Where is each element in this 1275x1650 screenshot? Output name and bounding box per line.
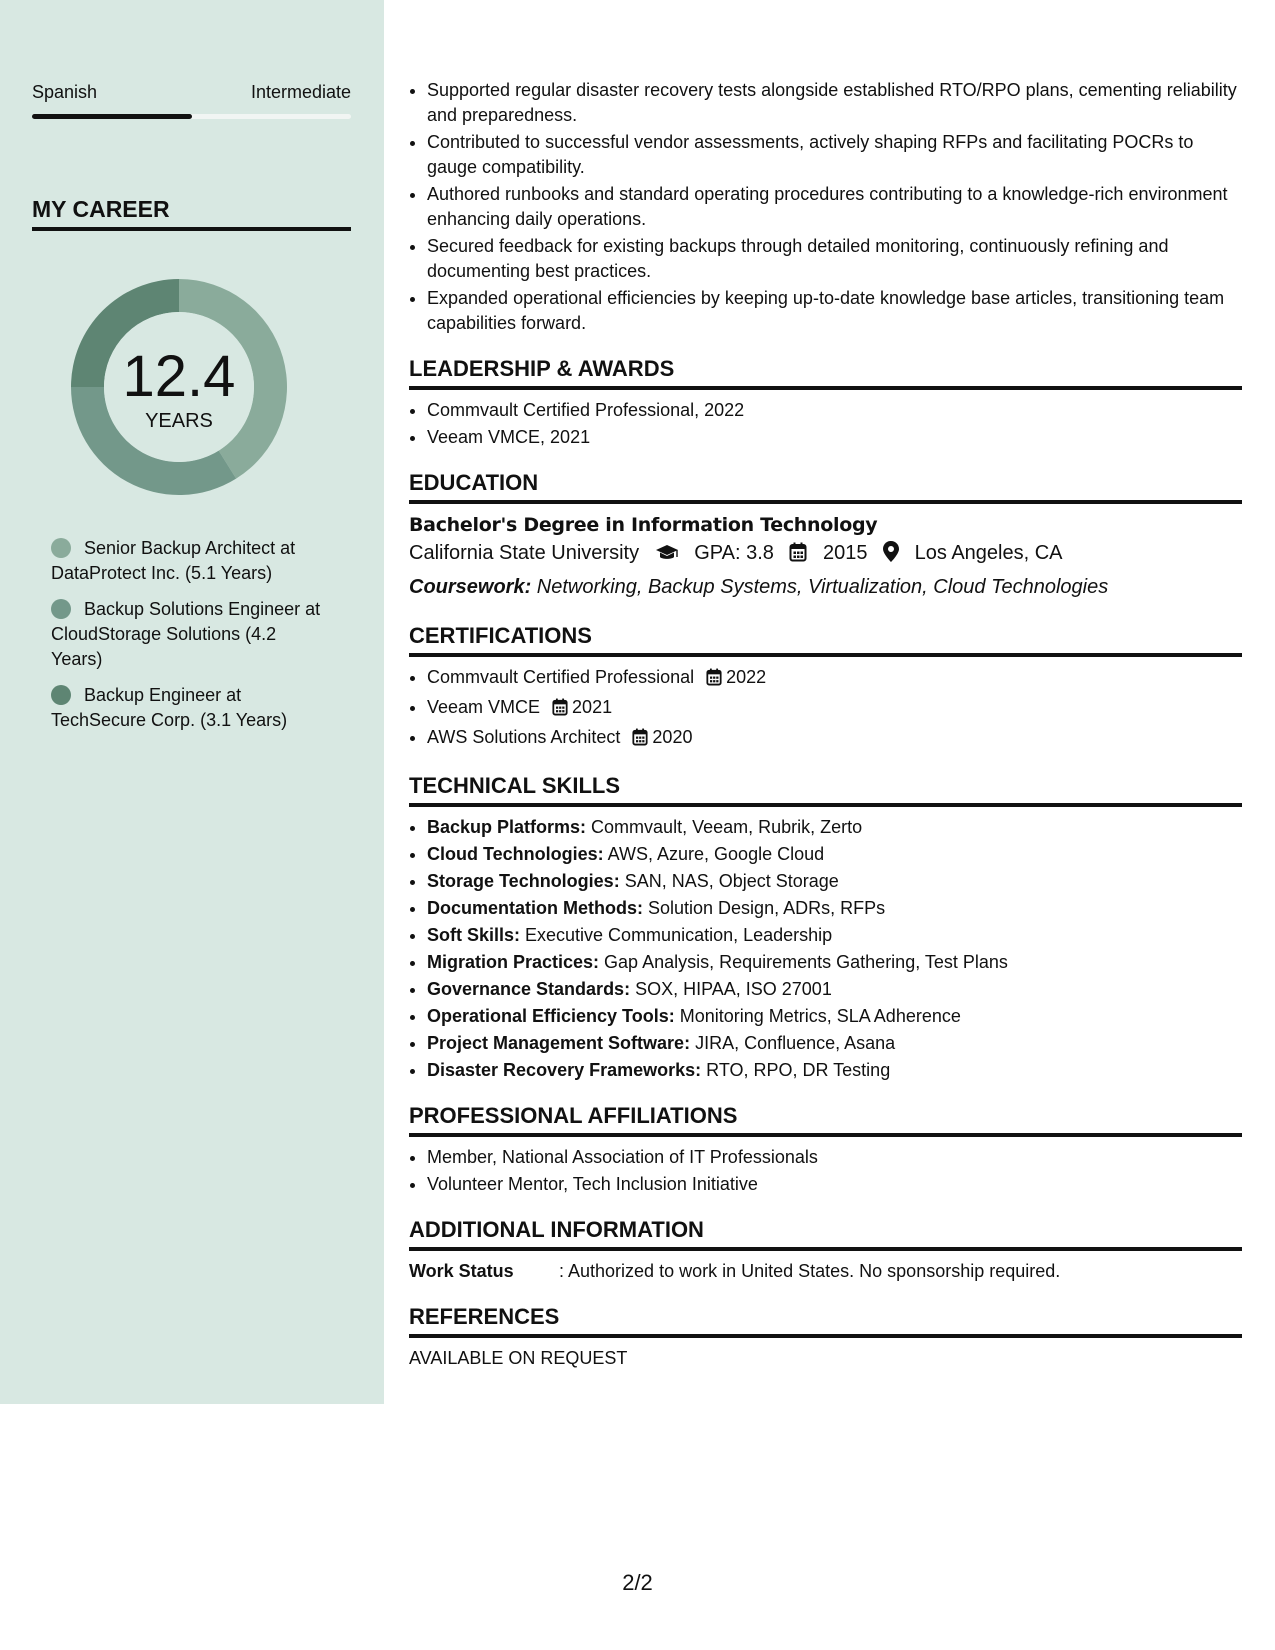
career-item-text: Senior Backup Architect at DataProtect Inc. (5.1 Years): [51, 538, 296, 583]
section-title-certifications: CERTIFICATIONS: [409, 623, 1242, 657]
page-number: 2/2: [622, 1570, 653, 1595]
skill-label: Storage Technologies:: [427, 871, 620, 891]
education-location: Los Angeles, CA: [914, 542, 1063, 564]
references-text: AVAILABLE ON REQUEST: [409, 1348, 628, 1368]
work-status-value: : Authorized to work in United States. No sponsorship required.: [559, 1261, 1061, 1281]
experience-bullet: • Supported regular disaster recovery tests alongside established RTO/RPO plans, cementing reliability and preparedness.: [427, 78, 1242, 128]
education-coursework: [409, 572, 1242, 603]
certification-item: [427, 665, 1242, 693]
career-dot-icon: [51, 599, 71, 619]
section-title-references: REFERENCES: [409, 1304, 1242, 1338]
skill-value: AWS, Azure, Google Cloud: [603, 844, 825, 864]
skill-label: Operational Efficiency Tools:: [427, 1006, 675, 1026]
language-level: Intermediate: [250, 82, 351, 102]
skill-label: Documentation Methods:: [427, 898, 643, 918]
skill-value: JIRA, Confluence, Asana: [690, 1033, 896, 1053]
skill-value: SAN, NAS, Object Storage: [619, 871, 839, 891]
section-title-skills: TECHNICAL SKILLS: [409, 773, 1242, 807]
skills-list: [409, 815, 1242, 1083]
career-dot-icon: [51, 685, 71, 705]
skill-value: RTO, RPO, DR Testing: [701, 1060, 891, 1080]
skill-item: [427, 1004, 1242, 1029]
education-degree: Bachelor's Degree in Information Technology: [409, 514, 878, 536]
certification-year: 2022: [726, 667, 767, 687]
skill-label: Soft Skills:: [427, 925, 521, 945]
section-title-additional: ADDITIONAL INFORMATION: [409, 1217, 1242, 1251]
skill-value: Executive Communication, Leadership: [520, 925, 833, 945]
total-years-number: 12.4: [122, 344, 236, 409]
experience-bullet: • Secured feedback for existing backups through detailed monitoring, continuously refining and documenting best practices.: [427, 234, 1242, 284]
career-item-text: Backup Engineer at TechSecure Corp. (3.1 Years): [51, 685, 288, 730]
education-gpa: GPA: 3.8: [694, 542, 774, 564]
affiliation-item: • Member, National Association of IT Professionals: [427, 1145, 1242, 1170]
skill-label: Project Management Software:: [427, 1033, 691, 1053]
certification-name: Commvault Certified Professional: [427, 667, 695, 687]
skill-item: [427, 977, 1242, 1002]
skill-item: [427, 869, 1242, 894]
education-year: 2015: [823, 542, 868, 564]
certification-year: 2020: [652, 727, 693, 747]
career-item: [51, 683, 321, 733]
certification-name: AWS Solutions Architect: [427, 727, 621, 747]
career-item: [51, 536, 321, 586]
certification-year: 2021: [572, 697, 613, 717]
leadership-item: • Veeam VMCE, 2021: [427, 425, 1242, 450]
skill-item: [427, 923, 1242, 948]
career-donut-chart: [66, 274, 292, 500]
leadership-list: [409, 398, 1242, 450]
certification-name: Veeam VMCE: [427, 697, 541, 717]
skill-label: Governance Standards:: [427, 979, 631, 999]
skill-item: [427, 842, 1242, 867]
skill-label: Disaster Recovery Frameworks:: [427, 1060, 702, 1080]
career-item: [51, 597, 321, 672]
experience-bullets: [409, 78, 1242, 336]
skill-value: Gap Analysis, Requirements Gathering, Test Plans: [599, 952, 1008, 972]
coursework-value: Networking, Backup Systems, Virtualization, Cloud Technologies: [531, 576, 1109, 598]
sidebar: [0, 0, 384, 1404]
skill-value: Solution Design, ADRs, RFPs: [643, 898, 886, 918]
coursework-label: Coursework:: [409, 576, 532, 598]
calendar-icon: [552, 698, 568, 723]
language-proficiency-bar: [32, 114, 351, 119]
career-dot-icon: [51, 538, 71, 558]
graduation-cap-icon: [655, 541, 679, 572]
career-item-text: Backup Solutions Engineer at CloudStorage Solutions (4.2 Years): [51, 599, 321, 669]
skill-item: [427, 950, 1242, 975]
education-school: California State University: [409, 542, 640, 564]
skill-label: Migration Practices:: [427, 952, 600, 972]
skill-value: Monitoring Metrics, SLA Adherence: [674, 1006, 961, 1026]
skill-label: Backup Platforms:: [427, 817, 587, 837]
language-row: [32, 82, 351, 103]
leadership-item: • Commvault Certified Professional, 2022: [427, 398, 1242, 423]
skill-value: Commvault, Veeam, Rubrik, Zerto: [586, 817, 863, 837]
work-status-label: Work Status: [409, 1261, 514, 1281]
skill-value: SOX, HIPAA, ISO 27001: [630, 979, 832, 999]
affiliation-item: • Volunteer Mentor, Tech Inclusion Initiative: [427, 1172, 1242, 1197]
language-name: Spanish: [32, 82, 98, 102]
calendar-icon: [706, 668, 722, 693]
section-title-leadership: LEADERSHIP & AWARDS: [409, 356, 1242, 390]
career-heading: MY CAREER: [32, 196, 351, 231]
skill-item: [427, 1058, 1242, 1083]
experience-bullet: • Expanded operational efficiencies by keeping up-to-date knowledge base articles, transitioning team capabilities forward.: [427, 286, 1242, 336]
certifications-list: [409, 665, 1242, 753]
certification-item: [427, 725, 1242, 753]
main-content: [409, 78, 1242, 1371]
section-title-education: EDUCATION: [409, 470, 1242, 504]
language-proficiency-fill: [32, 114, 192, 119]
location-pin-icon: [883, 541, 899, 572]
skill-item: [427, 1031, 1242, 1056]
education-details: [409, 538, 1242, 572]
calendar-icon: [789, 541, 807, 572]
experience-bullet: • Authored runbooks and standard operating procedures contributing to a knowledge-rich environment enhancing daily operations.: [427, 182, 1242, 232]
skill-item: [427, 815, 1242, 840]
total-years-label: YEARS: [145, 410, 213, 432]
affiliations-list: [409, 1145, 1242, 1197]
skill-item: [427, 896, 1242, 921]
career-list: [51, 536, 321, 744]
additional-info-row: [409, 1259, 1242, 1284]
experience-bullet: • Contributed to successful vendor assessments, actively shaping RFPs and facilitating POCRs to gauge compatibility.: [427, 130, 1242, 180]
certification-item: [427, 695, 1242, 723]
calendar-icon: [632, 728, 648, 753]
skill-label: Cloud Technologies:: [427, 844, 604, 864]
section-title-affiliations: PROFESSIONAL AFFILIATIONS: [409, 1103, 1242, 1137]
